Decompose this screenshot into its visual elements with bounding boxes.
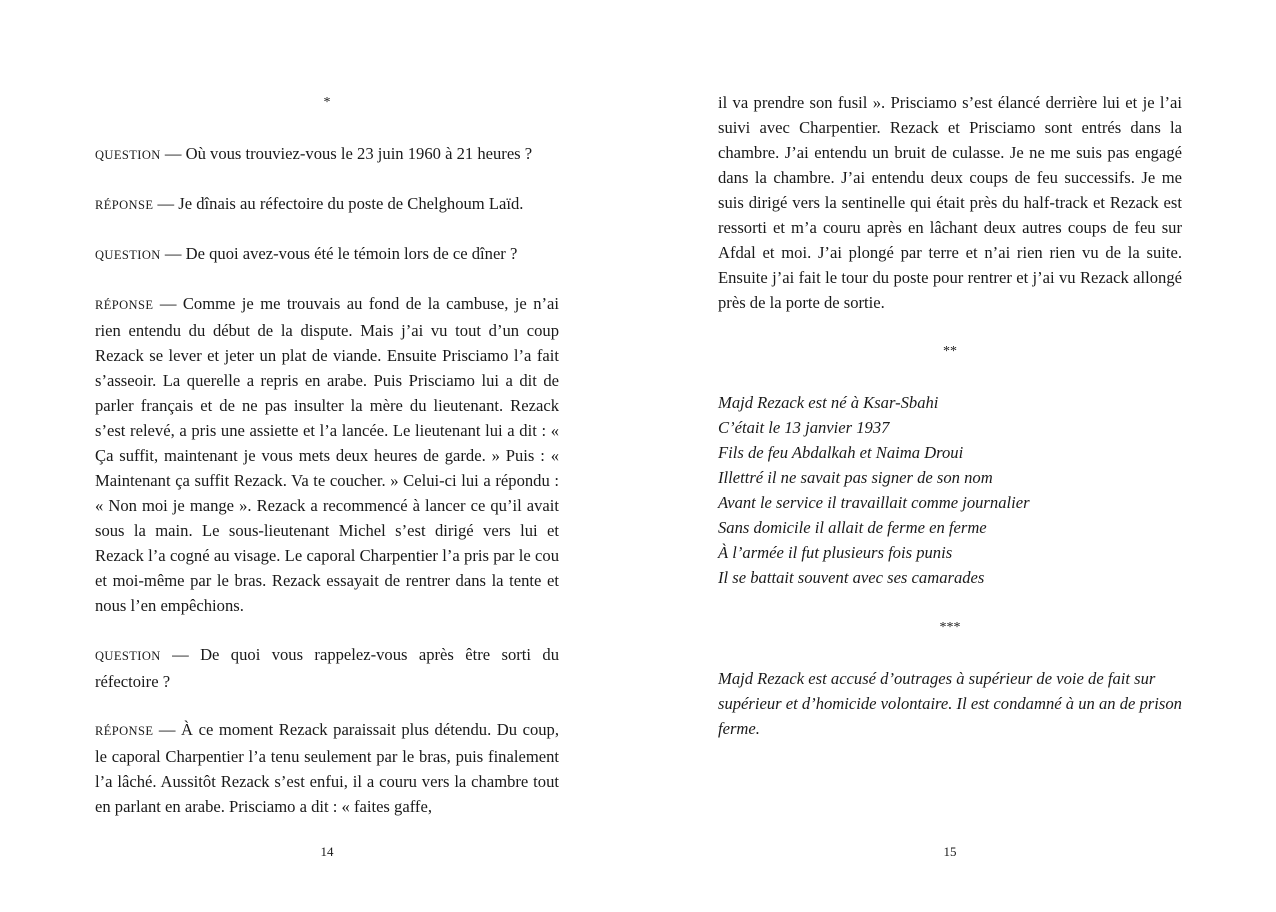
verdict-paragraph: Majd Rezack est accusé d’outrages à supérieur de voie de fait sur supérieur et d’homicide volontaire. Il est condamné à un an de prison ferme. (718, 669, 1182, 738)
question-1 (95, 141, 559, 168)
answer-1 (95, 191, 559, 218)
verse-line: Fils de feu Abdalkah et Naima Droui (718, 443, 964, 462)
answer-2 (95, 291, 559, 618)
question-2 (95, 241, 559, 268)
question-label: QUESTION (95, 148, 161, 162)
question-label: QUESTION (95, 248, 161, 262)
verse-line: Sans domicile il allait de ferme en ferme (718, 518, 987, 537)
section-separator-3: *** (939, 620, 961, 635)
page-number: 15 (943, 844, 957, 859)
answer-label: RÉPONSE (95, 298, 154, 312)
section-separator-2: ** (943, 344, 957, 359)
question-text: — De quoi avez-vous été le témoin lors de ce dîner ? (164, 244, 518, 263)
answer-text: — À ce moment Rezack paraissait plus détendu. Du coup, le caporal Charpentier l’a tenu seulement par le bras, puis finalement l’a lâché. Aussitôt Rezack s’est enfui, il a couru vers la chambre tout en parlant en arabe. Prisciamo a dit : « faites gaffe, (95, 720, 559, 816)
page-number: 14 (320, 844, 334, 859)
answer-3 (95, 717, 559, 819)
continuation-paragraph: il va prendre son fusil ». Prisciamo s’est élancé derrière lui et je l’ai suivi avec Charpentier. Rezack et Prisciamo sont entrés dans la chambre. J’ai entendu un bruit de culasse. Je ne me suis pas engagé dans la chambre. J’ai entendu deux coups de feu successifs. Je me suis dirigé vers la sentinelle qui était près du half-track et Rezack est ressorti et m’a couru après en lâchant deux autres coups de feu sur Afdal et moi. J’ai plongé par terre et n’ai rien rien vu de la suite. Ensuite j’ai fait le tour du poste pour rentrer et j’ai vu Rezack allongé près de la porte de sortie. (718, 93, 1182, 312)
question-text: — De quoi vous rappelez-vous après être sorti du réfectoire ? (95, 645, 559, 691)
answer-label: RÉPONSE (95, 198, 154, 212)
question-text: — Où vous trouviez-vous le 23 juin 1960 à 21 heures ? (164, 144, 533, 163)
question-label: QUESTION (95, 649, 161, 663)
verse-line: Majd Rezack est né à Ksar-Sbahi (718, 393, 939, 412)
question-3 (95, 642, 559, 694)
section-separator: * (323, 95, 331, 110)
answer-text: — Comme je me trouvais au fond de la cambuse, je n’ai rien entendu du début de la dispute. Mais j’ai vu tout d’un coup Rezack se lever et jeter un plat de viande. Ensuite Prisciamo l’a fait s’asseoir. La querelle a repris en arabe. Puis Prisciamo lui a dit de parler français et de ne pas insulter la mère du lieutenant. Rezack s’est relevé, a pris une assiette et l’a lancée. Le lieutenant lui a dit : « Ça suffit, maintenant je vous mets deux heures de garde. » Puis : « Maintenant ça suffit Rezack. Va te coucher. » Celui-ci lui a répondu : « Non moi je mange ». Rezack a recommencé à lancer ce qu’il avait sous la main. Le sous-lieutenant Michel s’est dirigé vers lui et Rezack l’a cogné au visage. Le caporal Charpentier l’a pris par le cou et moi-même par le bras. Rezack essayait de rentrer dans la tente et nous l’en empêchions. (95, 294, 560, 615)
verse-line: À l’armée il fut plusieurs fois punis (718, 543, 953, 562)
verse-line: Illettré il ne savait pas signer de son nom (718, 468, 993, 487)
verse-line: C’était le 13 janvier 1937 (718, 418, 890, 437)
answer-text: — Je dînais au réfectoire du poste de Chelghoum Laïd. (157, 194, 524, 213)
answer-label: RÉPONSE (95, 724, 154, 738)
verse-block (718, 390, 1182, 590)
verse-line: Il se battait souvent avec ses camarades (718, 568, 985, 587)
verse-line: Avant le service il travaillait comme journalier (718, 493, 1030, 512)
